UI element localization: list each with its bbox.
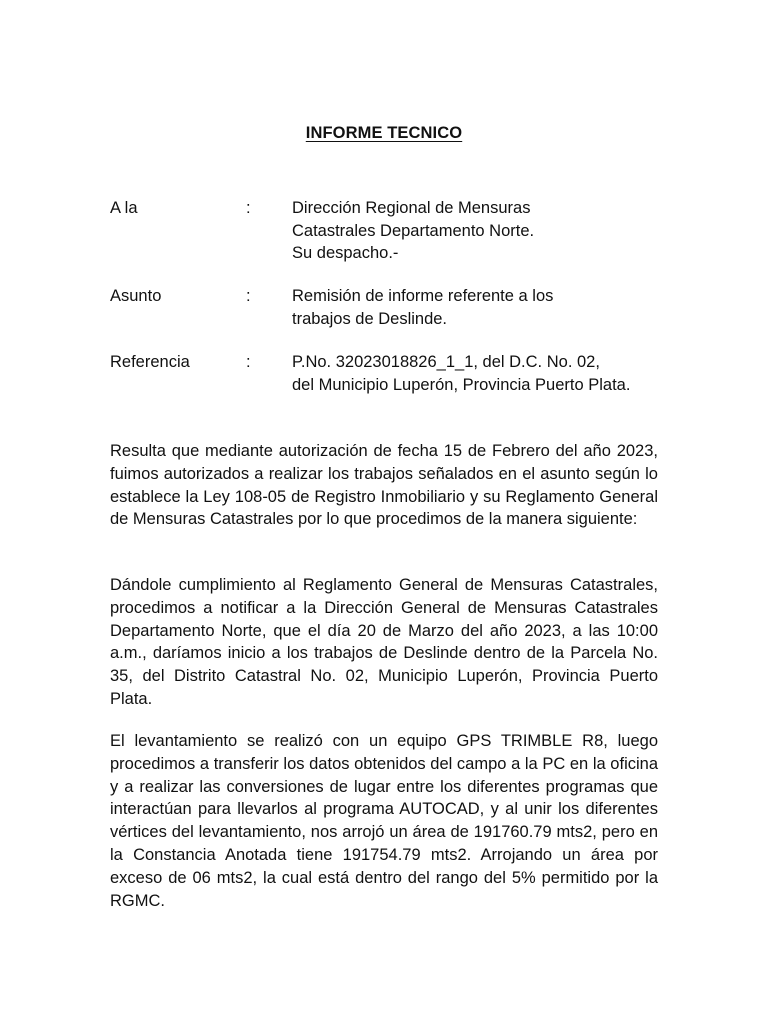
body-paragraph: Resulta que mediante autorización de fecha 15 de Febrero del año 2023, fuimos autorizados a realizar los trabajos señalados en el asunto según lo establece la Ley 108-05 de Registro Inmobiliario y su Reglamento General de Mensuras Catastrales por lo que procedimos de la manera siguiente:	[110, 442, 658, 529]
header-label: Asunto	[110, 287, 162, 305]
header-value	[292, 285, 692, 330]
header-value-line: trabajos de Deslinde.	[292, 309, 448, 328]
header-value-line: P.No. 32023018826_1_1, del D.C. No. 02,	[292, 353, 600, 371]
body-paragraph: Dándole cumplimiento al Reglamento General de Mensuras Catastrales, procedimos a notificar a la Dirección General de Mensuras Catastrales Departamento Norte, que el día 20 de Marzo del año 2023, a las 10:00 a.m., daríamos inicio a los trabajos de Deslinde dentro de la Parcela No. 35, del Distrito Catastral No. 02, Municipio Luperón, Provincia Puerto Plata.	[110, 576, 658, 708]
header-value-line: Catastrales Departamento Norte.	[292, 221, 535, 240]
header-value	[292, 197, 692, 265]
header-colon: :	[246, 287, 251, 305]
header-value-line: del Municipio Luperón, Provincia Puerto Plata.	[292, 375, 631, 394]
header-colon: :	[246, 353, 251, 371]
header-label: A la	[110, 199, 138, 217]
header-colon: :	[246, 199, 251, 217]
header-value-line: Dirección Regional de Mensuras	[292, 199, 531, 217]
header-label: Referencia	[110, 353, 190, 371]
header-value-line: Remisión de informe referente a los	[292, 287, 554, 305]
document-title: INFORME TECNICO	[305, 124, 463, 142]
body-paragraph: El levantamiento se realizó con un equipo GPS TRIMBLE R8, luego procedimos a transferir los datos obtenidos del campo a la PC en la oficina y a realizar las conversiones de lugar entre los diferentes programas que interactúan para llevarlos al programa AUTOCAD, y al unir los diferentes vértices del levantamiento, nos arrojó un área de 191760.79 mts2, pero en la Constancia Anotada tiene 191754.79 mts2. Arrojando un área por exceso de 06 mts2, la cual está dentro del rango del 5% permitido por la RGMC.	[110, 732, 658, 910]
header-value	[292, 351, 692, 396]
header-value-line: Su despacho.-	[292, 244, 399, 262]
